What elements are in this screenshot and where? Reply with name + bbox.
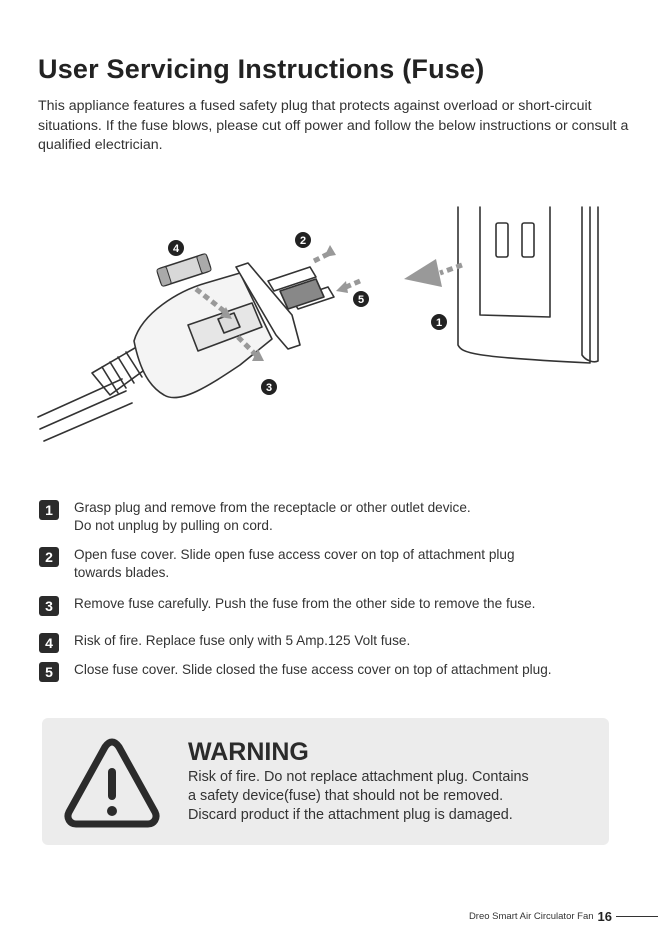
svg-text:3: 3 [265, 382, 273, 394]
callout-4 [168, 240, 184, 256]
arrow-icon [346, 281, 360, 287]
step-number-badge: 3 [39, 596, 59, 616]
footer-rule [616, 916, 658, 917]
step-text: Do not unplug by pulling on cord. [74, 518, 273, 533]
svg-text:2: 2 [299, 235, 307, 247]
step-number-badge: 5 [39, 662, 59, 682]
fuse-icon [156, 253, 211, 286]
step-text: Close fuse cover. Slide closed the fuse access cover on top of attachment plug. [74, 662, 552, 677]
warning-text: a safety device(fuse) that should not be removed. [188, 788, 504, 804]
warning-icon [62, 734, 162, 830]
wall-outlet [458, 207, 590, 363]
warning-text: Risk of fire. Do not replace attachment plug. Contains [188, 769, 529, 785]
svg-text:4: 4 [172, 243, 180, 255]
step-text: Open fuse cover. Slide open fuse access cover on top of attachment plug [74, 547, 515, 562]
step-2 [39, 546, 639, 582]
fuse-plug-illustration [30, 195, 610, 455]
callout-1 [431, 314, 447, 330]
warning-title: WARNING [188, 738, 309, 766]
callout-3 [261, 379, 277, 395]
step-1 [39, 499, 639, 535]
step-text: towards blades. [74, 565, 170, 580]
step-number-badge: 4 [39, 633, 59, 653]
step-text: Grasp plug and remove from the receptacle or other outlet device. [74, 500, 471, 515]
intro-paragraph: This appliance features a fused safety plug that protects against overload or short-circuit situations. If the fuse blows, please cut off power and follow the below instructions or consult a qualified electrician. [38, 98, 629, 153]
callout-2 [295, 232, 311, 248]
svg-text:5: 5 [357, 294, 365, 306]
step-5 [39, 661, 639, 682]
warning-text: Discard product if the attachment plug is damaged. [188, 807, 513, 823]
footer-product-name: Dreo Smart Air Circulator Fan [468, 911, 594, 922]
step-text: Remove fuse carefully. Push the fuse from the other side to remove the fuse. [74, 596, 536, 611]
step-3 [39, 595, 639, 616]
page-footer [469, 909, 658, 924]
step-4 [39, 632, 639, 653]
fuse-cover [280, 279, 324, 309]
callout-5 [353, 291, 369, 307]
step-number-badge: 2 [39, 547, 59, 567]
page-number: 16 [597, 909, 612, 924]
page-title: User Servicing Instructions (Fuse) [38, 54, 485, 84]
step-number-badge: 1 [39, 500, 59, 520]
svg-text:1: 1 [435, 317, 443, 329]
step-text: Risk of fire. Replace fuse only with 5 Amp.125 Volt fuse. [74, 633, 411, 648]
warning-box [42, 718, 609, 845]
